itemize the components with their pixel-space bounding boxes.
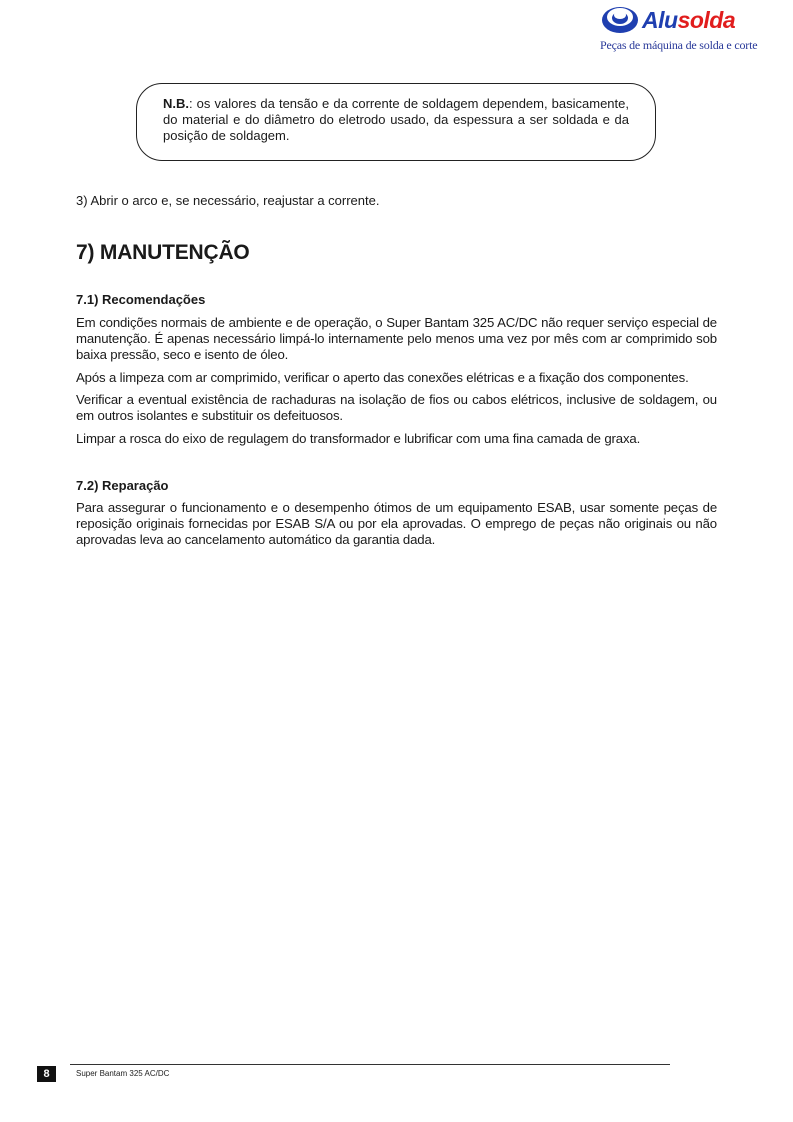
step-3-text: 3) Abrir o arco e, se necessário, reajustar a corrente. bbox=[76, 193, 380, 208]
paragraph: Verificar a eventual existência de rachaduras na isolação de fios ou cabos elétricos, inclusive de soldagem, ou em outros isolantes e substituir os defeituosos. bbox=[76, 392, 717, 423]
logo-word-alu: Alu bbox=[642, 7, 678, 33]
paragraph: Em condições normais de ambiente e de operação, o Super Bantam 325 AC/DC não requer serviço especial de manutenção. É apenas necessário limpá-lo internamente pelo menos uma vez por mês com ar comprimido sob baixa pressão, seco e isento de óleo. bbox=[76, 315, 717, 362]
paragraph: Após a limpeza com ar comprimido, verificar o aperto das conexões elétricas e a fixação dos componentes. bbox=[76, 370, 689, 385]
footer-document-title: Super Bantam 325 AC/DC bbox=[76, 1069, 170, 1078]
brand-logo bbox=[596, 2, 758, 54]
subsection-title-reparacao: 7.2) Reparação bbox=[76, 478, 169, 493]
note-label: N.B. bbox=[163, 96, 189, 111]
logo-tagline: Peças de máquina de solda e corte bbox=[600, 38, 758, 52]
section-title: 7) MANUTENÇÃO bbox=[76, 241, 250, 264]
paragraph: Limpar a rosca do eixo de regulagem do transformador e lubrificar com uma fina camada de graxa. bbox=[76, 431, 641, 446]
note-text: : os valores da tensão e da corrente de soldagem dependem, basicamente, do material e do diâmetro do eletrodo usado, da espessura a ser soldada e da posição de soldagem. bbox=[163, 96, 629, 143]
footer-divider bbox=[70, 1064, 670, 1065]
logo-wordmark bbox=[642, 6, 735, 34]
logo-swoosh-icon bbox=[600, 4, 640, 36]
note-box bbox=[136, 83, 656, 161]
logo-word-solda: solda bbox=[677, 7, 736, 33]
subsection-title-recomendacoes: 7.1) Recomendações bbox=[76, 292, 206, 307]
page-number: 8 bbox=[37, 1066, 56, 1082]
paragraph: Para assegurar o funcionamento e o desempenho ótimos de um equipamento ESAB, usar somente peças de reposição originais fornecidas por ESAB S/A ou por ela aprovadas. O emprego de peças não originais ou não aprovadas leva ao cancelamento automático da garantia dada. bbox=[76, 500, 717, 547]
